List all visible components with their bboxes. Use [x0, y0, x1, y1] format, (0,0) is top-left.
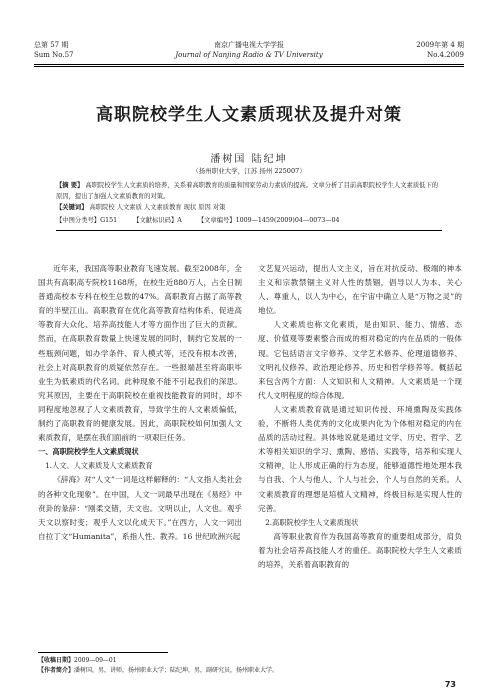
running-header: [34, 40, 464, 64]
issue-number-en: No.4.2009: [427, 51, 464, 59]
header-rule-thin: [34, 66, 464, 67]
clc-number: 【中图分类号】G151: [56, 217, 118, 224]
header-right: [416, 40, 464, 60]
journal-name-en: Journal of Nanjing Radio & TV University: [175, 51, 323, 59]
issue-total-en: Sum No.57: [34, 51, 74, 59]
abstract: [56, 180, 442, 213]
abstract-rule: [56, 230, 442, 231]
body-column-right: [258, 262, 462, 572]
author-bio: 【作者简介】潘树国，男，讲师，扬州职业大学；陆纪坤，男，副研究员，扬州职业大学。: [38, 667, 279, 674]
keywords-label: 【关键词】: [56, 204, 88, 211]
footnote-rule: [38, 652, 168, 653]
paragraph: 人文素质也称文化素质，是由知识、能力、情感、态度、价值观等要素整合而成的相对稳定的内在品质的一般体现。它包括语言文字修养、文学艺术修养、伦理道德修养、文明礼仪修养、政治理论修养、历史和哲学修养等。概括起来包含两个方面：人文知识和人文精神。人文素质是一个现代人文明程度的综合体现。: [258, 320, 462, 400]
article-authors: 潘树国 陆纪坤: [210, 154, 288, 165]
paragraph: 高等职业教育作为我国高等教育的重要组成部分，肩负着为社会培养高技能人才的重任。高职院校大学生人文素质的培养，关系着高职教育的: [258, 531, 462, 569]
journal-name: 南京广播电视大学学报: [214, 41, 284, 49]
paragraph: 人文素质教育就是通过知识传授、环境熏陶及实践体验，不断将人类优秀的文化成果内化为个体相对稳定的内在品质的活动过程。具体地说就是通过文学、历史、哲学、艺术等相关知识的学习、熏陶、感悟、实践等，培养和实现人文精神，让人形成正确的行为态度，能够道德性地处理本我与自我、个人与他人、个人与社会、个人与自然的关系。人文素质教育的理想是培植人文精神，终极目标是实现人性的完善。: [258, 404, 462, 513]
article-number: 【文章编号】1009—1459(2009)04—0073—04: [197, 217, 340, 224]
abstract-label: 【摘 要】: [56, 182, 84, 189]
section-heading: 一、高职院校学生人文素质现状: [38, 447, 139, 457]
issue-total: 总第 57 期: [34, 41, 69, 49]
document-code: 【文献标识码】A: [133, 217, 182, 224]
footnote: [38, 656, 458, 676]
subsection-heading: 1.人文、人文素质及人文素质教育: [45, 461, 153, 471]
header-center: [34, 40, 464, 60]
abstract-text: 高职院校学生人文素质的培养，关系着高职教育的质量和国家劳动力素质的提高。文章分析了目前高职院校学生人文素质低下的原因，提出了加强人文素质教育的对策。: [56, 182, 439, 200]
page-number: 73: [444, 680, 456, 689]
paragraph: 《辞海》对“人文”一词是这样解释的：“人文指人类社会的各种文化现象”。在中国，人文一词最早出现在《易经》中贲卦的彖辞：“刚柔交错，天文也。文明以止，人文也。观乎天文以察时变；观乎人文以化成天下。”在西方，人文一词出自拉丁文“Humanita”，系指人性、教养。16 世纪欧洲兴起: [38, 475, 242, 541]
paragraph: 近年来，我国高等职业教育飞速发展。截至2008年，全国共有高职高专院校1168所，在校生近880万人，占全日制普通高校本专科在校生总数的47%。高职教育占据了高等教育的半壁江山。高职教育在优化高等教育结构体系、促进高等教育大众化、培养高技能人才等方面作出了巨大的贡献。然而，在高职教育数量上快速发展的同时，制约它发展的一些瓶颈问题，如办学条件、育人模式等，还没有根本改善，社会上对高职教育的质疑依然存在。一些报端甚至将高职毕业生为低素质的代名词。此种现象不能不引起我们的深思。究其原因，主要在于高职院校在重视技能教育的同时，却不同程度地忽视了人文素质教育，导致学生的人文素质偏低，制约了高职教育的健康发展。因此，高职院校如何加强人文素质教育，是摆在我们面前的一项艰巨任务。: [38, 264, 242, 443]
received-date: 【收稿日期】2009—09—01: [38, 657, 117, 664]
article-title: 高职院校学生人文素质现状及提升对策: [96, 105, 402, 125]
author-affiliation: （扬州职业大学，江苏 扬州 225007）: [192, 167, 306, 175]
issue-number: 2009年第 4 期: [416, 41, 464, 49]
body-column-left: [38, 262, 242, 544]
header-rule: [34, 64, 464, 65]
subsection-heading: 2.高职院校学生人文素质现状: [265, 517, 359, 527]
keywords-text: 高职院校 人文素质 人文素质教育 现状 原因 对策: [89, 204, 226, 211]
classification-meta: [56, 215, 442, 224]
paragraph: 文艺复兴运动，提出人文主义，旨在对抗反动、极端的神本主义和宗教禁锢主义对人性的禁锢，倡导以人为本、关心人、尊重人，以人为中心，在宇宙中确立人是“万物之灵”的地位。: [258, 264, 462, 316]
